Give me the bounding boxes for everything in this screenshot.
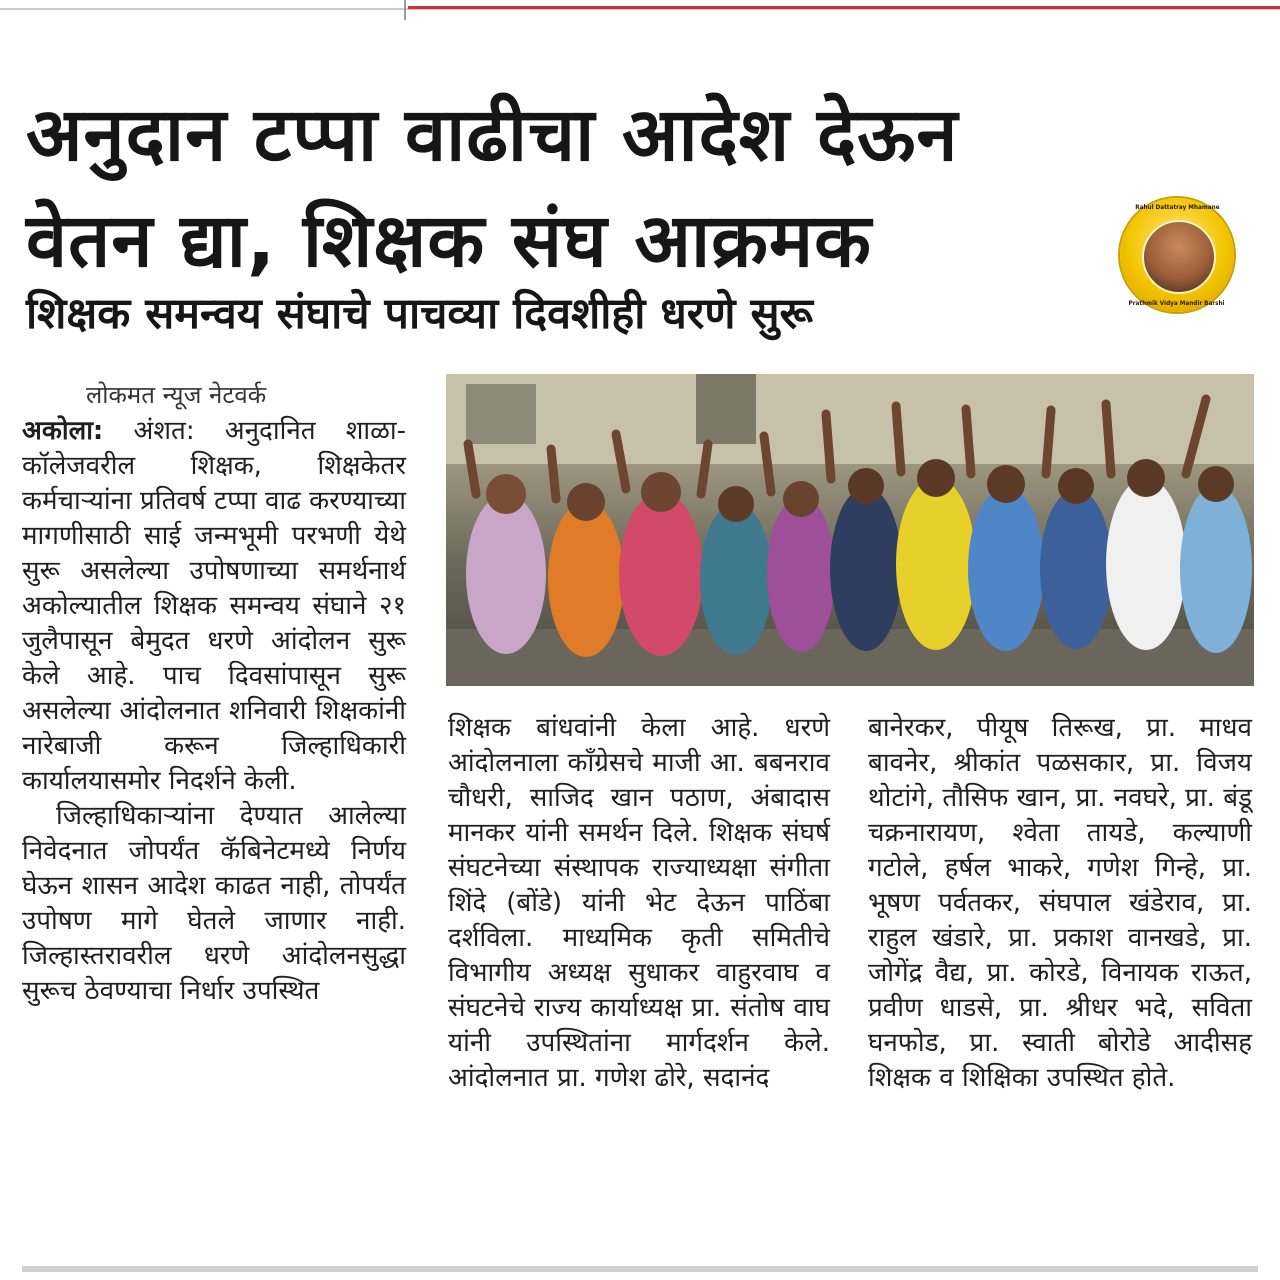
- byline: लोकमत न्यूज नेटवर्क: [86, 381, 267, 409]
- top-tick: [404, 0, 406, 20]
- photo-crowd: [466, 459, 1252, 657]
- top-red-line: [408, 6, 1280, 9]
- photo-window: [466, 384, 536, 444]
- article-column-3: [868, 711, 1252, 1096]
- article-paragraph-2: जिल्हाधिकाऱ्यांना देण्यात आलेल्या निवेदनात जोपर्यंत कॅबिनेटमध्ये निर्णय घेऊन शासन आदेश काढत नाही, तोपर्यंत उपोषण मागे घेतले जाणार नाही. जिल्हास्तरावरील धरणे आंदोलनसुद्धा सुरूच ठेवण्याचा निर्धार उपस्थित: [22, 801, 406, 1006]
- article-column-2-text: शिक्षक बांधवांनी केला आहे. धरणे आंदोलनाला काँग्रेसचे माजी आ. बबनराव चौधरी, साजिद खान पठाण, अंबादास मानकर यांनी समर्थन दिले. शिक्षक संघर्ष संघटनेच्या संस्थापक राज्याध्यक्षा संगीता शिंदे (बोंडे) यांनी भेट देऊन पाठिंबा दर्शविला. माध्यमिक कृती समितीचे विभागीय अध्यक्ष सुधाकर वाहुरवाघ व संघटनेचे राज्य कार्याध्यक्ष प्रा. संतोष वाघ यांनी उपस्थितांना मार्गदर्शन केले. आंदोलनात प्रा. गणेश ढोरे, सदानंद: [448, 713, 830, 1093]
- protest-photo-illustration: [446, 374, 1254, 686]
- profile-badge: [1120, 198, 1234, 312]
- photo-building-wall: [446, 374, 1254, 464]
- badge-ring-bottom: Prathmik Vidya Mandir Barshi: [1128, 300, 1225, 307]
- badge-ring-top: Rahul Dattatray Mhamane: [1134, 204, 1220, 211]
- article-column-2: [448, 711, 830, 1096]
- article-column-1: [22, 414, 406, 1009]
- photo-window: [696, 374, 756, 444]
- top-rule: [0, 0, 1280, 24]
- article-paragraph-1: [22, 414, 406, 799]
- article-column-3-text: बानेरकर, पीयूष तिरूख, प्रा. माधव बावनेर, श्रीकांत पळसकार, प्रा. विजय थोटांगे, तौसिफ खान, प्रा. नवघरे, प्रा. बंडू चक्रनारायण, श्वेता तायडे, कल्याणी गटोले, हर्षल भाकरे, गणेश गिन्हे, प्रा. भूषण पर्वतकर, संघपाल खंडेराव, प्रा. राहुल खंडारे, प्रा. प्रकाश वानखडे, प्रा. जोगेंद्र वैद्य, प्रा. कोरडे, विनायक राऊत, प्रवीण धाडसे, प्रा. श्रीधर भदे, सविता घनफोड, प्रा. स्वाती बोरोडे आदीसह शिक्षक व शिक्षिका उपस्थित होते.: [868, 713, 1252, 1093]
- article-paragraph-1-text: अंशत: अनुदानित शाळा-कॉलेजवरील शिक्षक, शिक्षकेतर कर्मचाऱ्यांना प्रतिवर्ष टप्पा वाढ करण्याच्या मागणीसाठी साई जन्मभूमी परभणी येथे सुरू असलेल्या उपोषणाच्या समर्थनार्थ अकोल्यातील शिक्षक समन्वय संघाने २१ जुलैपासून बेमुदत धरणे आंदोलन सुरू केले आहे. पाच दिवसांपासून सुरू असलेल्या आंदोलनात शनिवारी शिक्षकांनी नारेबाजी करून जिल्हाधिकारी कार्यालयासमोर निदर्शने केली.: [22, 416, 407, 796]
- headline: [26, 82, 1146, 294]
- badge-portrait: [1142, 220, 1216, 294]
- protest-photo: [446, 374, 1254, 686]
- bottom-rule: [22, 1266, 1258, 1272]
- subheadline: शिक्षक समन्वय संघाचे पाचव्या दिवशीही धरणे सुरू: [26, 289, 813, 339]
- headline-line-2: वेतन द्या, शिक्षक संघ आक्रमक: [26, 198, 873, 284]
- headline-line-1: अनुदान टप्पा वाढीचा आदेश देऊन: [26, 92, 959, 178]
- dateline: अकोला:: [22, 416, 104, 446]
